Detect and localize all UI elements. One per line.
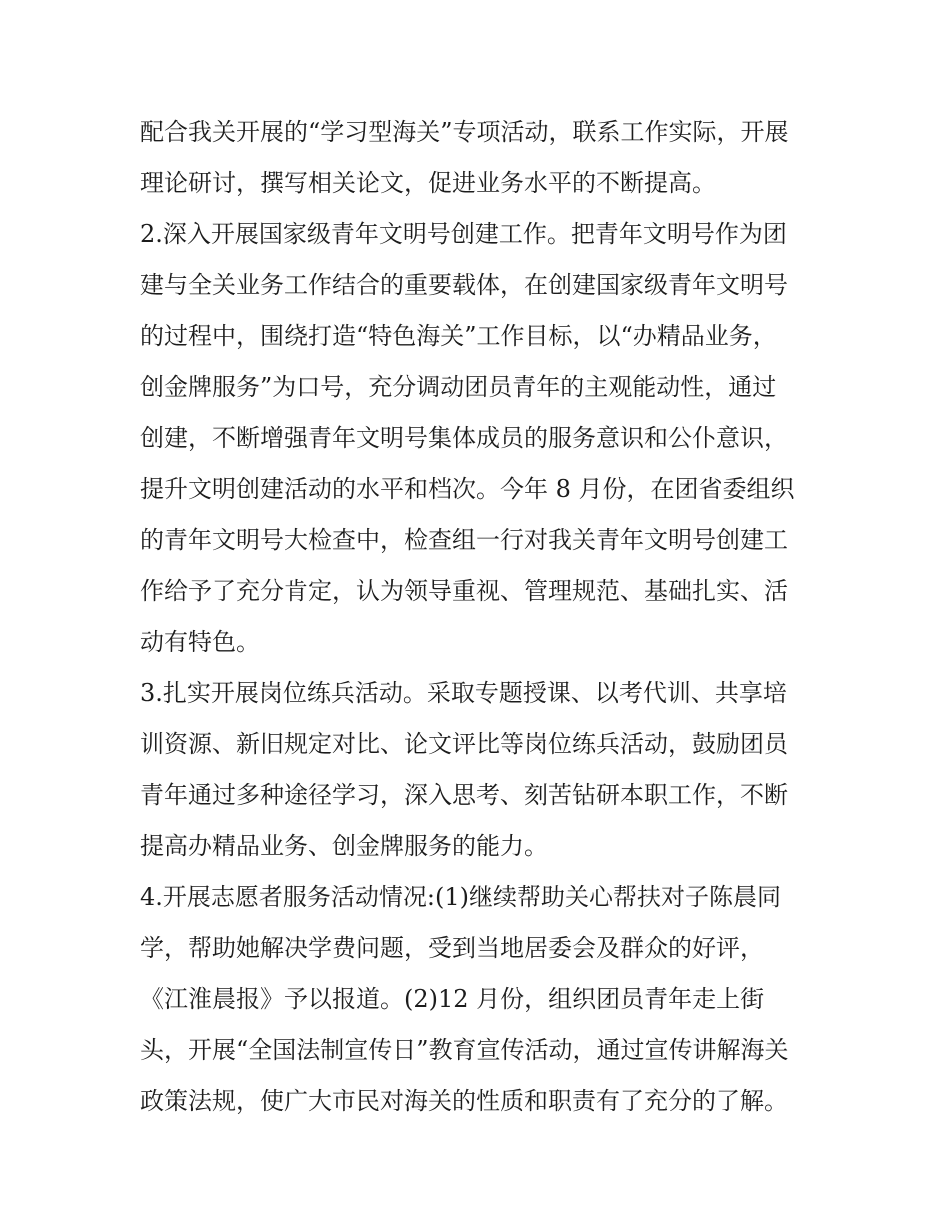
text-line: 政策法规，使广大市民对海关的性质和职责有了充分的了解。	[140, 1087, 788, 1115]
text-line: 青年通过多种途径学习，深入思考、刻苦钻研本职工作，不断	[140, 781, 788, 809]
text-line: 理论研讨，撰写相关论文，促进业务水平的不断提高。	[140, 169, 716, 197]
text-line: 动有特色。	[140, 628, 260, 656]
text-line: 创建，不断增强青年文明号集体成员的服务意识和公仆意识，	[140, 424, 788, 452]
text-line: 4.开展志愿者服务活动情况:(1)继续帮助关心帮扶对子陈晨同	[140, 883, 781, 911]
text-line: 训资源、新旧规定对比、论文评比等岗位练兵活动，鼓励团员	[140, 730, 788, 758]
text-line: 提高办精品业务、创金牌服务的能力。	[140, 832, 548, 860]
text-line: 创金牌服务”为口号，充分调动团员青年的主观能动性，通过	[140, 373, 777, 401]
text-line: 头，开展“全国法制宣传日”教育宣传活动，通过宣传讲解海关	[140, 1036, 789, 1064]
text-line: 配合我关开展的“学习型海关”专项活动，联系工作实际，开展	[140, 118, 789, 146]
text-line: 提升文明创建活动的水平和档次。今年 8 月份，在团省委组织	[140, 475, 795, 503]
text-line: 的过程中，围绕打造“特色海关”工作目标，以“办精品业务，	[140, 322, 777, 350]
text-line: 的青年文明号大检查中，检查组一行对我关青年文明号创建工	[140, 526, 788, 554]
body-text	[140, 107, 830, 1127]
text-line: 学，帮助她解决学费问题，受到当地居委会及群众的好评，	[140, 934, 764, 962]
text-line: 作给予了充分肯定，认为领导重视、管理规范、基础扎实、活	[140, 577, 788, 605]
text-line: 《江淮晨报》予以报道。(2)12 月份，组织团员青年走上街	[140, 985, 765, 1013]
text-line: 2.深入开展国家级青年文明号创建工作。把青年文明号作为团	[140, 220, 787, 248]
text-line: 3.扎实开展岗位练兵活动。采取专题授课、以考代训、共享培	[140, 679, 787, 707]
text-line: 建与全关业务工作结合的重要载体，在创建国家级青年文明号	[140, 271, 788, 299]
